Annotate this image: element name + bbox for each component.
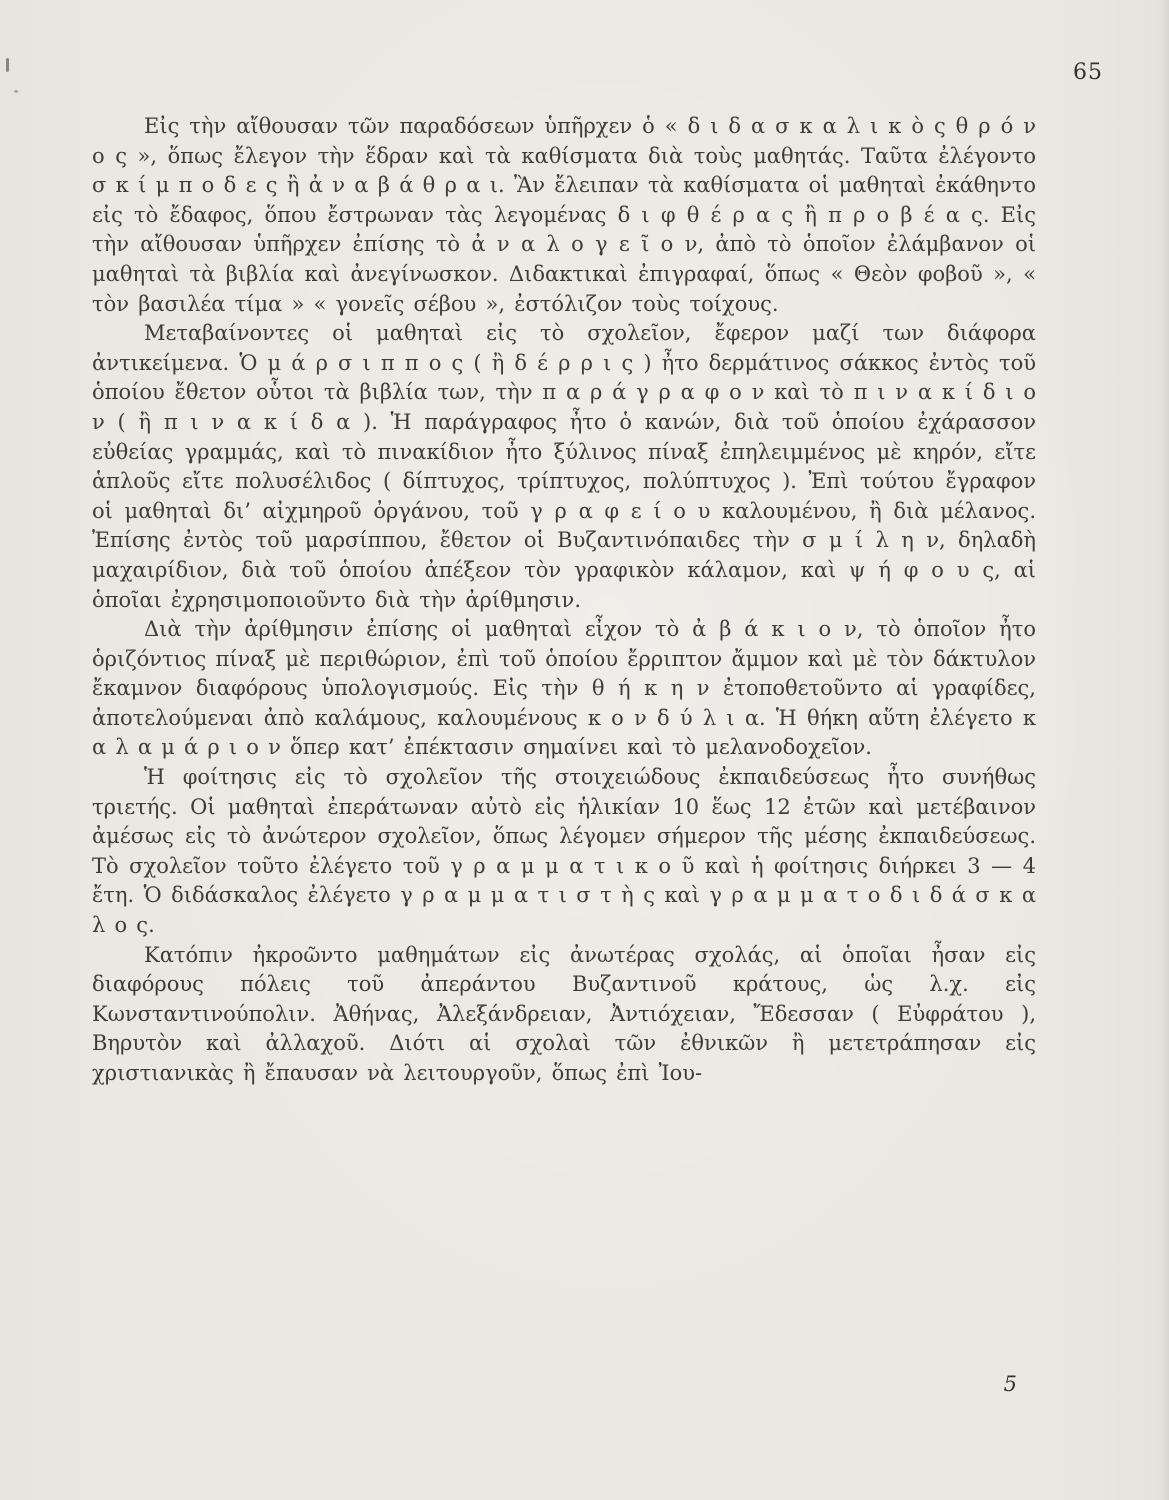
page-number-top: 65 <box>1073 60 1103 85</box>
paragraph: Μεταβαίνοντες οἱ μαθηταὶ εἰς τὸ σχολεῖον, ἔφερον μαζί των διάφορα ἀντικείμενα. Ὁ μ ά ρ σ ι π π ο ς ( ἢ δ έ ρ ρ ι ς ) ἦτο δερμάτινος σάκκος ἐντὸς τοῦ ὁποίου ἔθετον οὗτοι τὰ βιβλία των, τὴν π α ρ ά γ ρ α φ ο ν καὶ τὸ π ι ν α κ ί δ ι ο ν ( ἢ π ι ν α κ ί δ α ). Ἡ παράγραφος ἦτο ὁ κανών, διὰ τοῦ ὁποίου ἐχάρασσον εὐθείας γραμμάς, καὶ τὸ πινακίδιον ἦτο ξύλινος πίναξ ἐπηλειμμένος μὲ κηρόν, εἴτε ἁπλοῦς εἴτε πολυσέλιδος ( δίπτυχος, τρίπτυχος, πολύπτυχος ). Ἐπὶ τούτου ἔγραφον οἱ μαθηταὶ δι’ αἰχμηροῦ ὀργάνου, τοῦ γ ρ α φ ε ί ο υ καλουμένου, ἢ διὰ μέλανος. Ἐπίσης ἐντὸς τοῦ μαρσίππου, ἔθετον οἱ Βυζαντινόπαιδες τὴν σ μ ί λ η ν, δηλαδὴ μαχαιρίδιον, διὰ τοῦ ὁποίου ἀπέξεον τὸν γραφικὸν κάλαμον, καὶ ψ ή φ ο υ ς, αἱ ὁποῖαι ἐχρησιμοποιοῦντο διὰ τὴν ἀρίθμησιν. <box>92 321 1036 612</box>
scan-artifact <box>6 58 9 72</box>
paragraph: Διὰ τὴν ἀρίθμησιν ἐπίσης οἱ μαθηταὶ εἶχον τὸ ἀ β ά κ ι ο ν, τὸ ὁποῖον ἦτο ὁριζόντιος πίναξ μὲ περιθώριον, ἐπὶ τοῦ ὁποίου ἔρριπτον ἄμμον καὶ μὲ τὸν δάκτυλον ἔκαμνον διαφόρους ὑπολογισμούς. Εἰς τὴν θ ή κ η ν ἐτοποθετοῦντο αἱ γραφίδες, ἀποτελούμεναι ἀπὸ καλάμους, καλουμένους κ ο ν δ ύ λ ι α. Ἡ θήκη αὕτη ἐλέγετο κ α λ α μ ά ρ ι ο ν ὅπερ κατ’ ἐπέκτασιν σημαίνει καὶ τὸ μελανοδοχεῖον. <box>92 617 1036 760</box>
paragraph: Εἰς τὴν αἴθουσαν τῶν παραδόσεων ὑπῆρχεν ὁ « δ ι δ α σ κ α λ ι κ ὸ ς θ ρ ό ν ο ς », ὅπως ἔλεγον τὴν ἕδραν καὶ τὰ καθίσματα διὰ τοὺς μαθητάς. Ταῦτα ἐλέγοντο σ κ ί μ π ο δ ε ς ἢ ἀ ν α β ά θ ρ α ι. Ἂν ἔλειπαν τὰ καθίσματα οἱ μαθηταὶ ἐκάθηντο εἰς τὸ ἔδαφος, ὅπου ἔστρωναν τὰς λεγομένας δ ι φ θ έ ρ α ς ἢ π ρ ο β έ α ς. Εἰς τὴν αἴθουσαν ὑπῆρχεν ἐπίσης τὸ ἀ ν α λ ο γ ε ῖ ο ν, ἀπὸ τὸ ὁποῖον ἐλάμβανον οἱ μαθηταὶ τὰ βιβλία καὶ ἀνεγίνωσκον. Διδακτικαὶ ἐπιγραφαί, ὅπως « Θεὸν φοβοῦ », « τὸν βασιλέα τίμα » « γονεῖς σέβου », ἐστόλιζον τοὺς τοίχους. <box>92 114 1036 316</box>
scan-edge-shadow <box>1159 0 1169 1500</box>
paragraph: Ἡ φοίτησις εἰς τὸ σχολεῖον τῆς στοιχειώδους ἐκπαιδεύσεως ἦτο συνήθως τριετής. Οἱ μαθηταὶ ἐπεράτωναν αὐτὸ εἰς ἡλικίαν 10 ἕως 12 ἐτῶν καὶ μετέβαινον ἀμέσως εἰς τὸ ἀνώτερον σχολεῖον, ὅπως λέγομεν σήμερον τῆς μέσης ἐκπαιδεύσεως. Τὸ σχολεῖον τοῦτο ἐλέγετο τοῦ γ ρ α μ μ α τ ι κ ο ῦ καὶ ἡ φοίτησις διήρκει 3 — 4 ἔτη. Ὁ διδάσκαλος ἐλέγετο γ ρ α μ μ α τ ι σ τ ὴ ς καὶ γ ρ α μ μ α τ ο δ ι δ ά σ κ α λ ο ς. <box>92 765 1036 938</box>
scan-artifact <box>14 90 18 93</box>
page-number-bottom: 5 <box>1003 1372 1017 1396</box>
text-block <box>92 112 1036 1089</box>
paragraph: Κατόπιν ἠκροῶντο μαθημάτων εἰς ἀνωτέρας σχολάς, αἱ ὁποῖαι ἦσαν εἰς διαφόρους πόλεις τοῦ ἀπεράντου Βυζαντινοῦ κράτους, ὡς λ.χ. εἰς Κωνσταντινούπολιν. Ἀθήνας, Ἀλεξάνδρειαν, Ἀντιόχειαν, Ἔδεσσαν ( Εὐφράτου ), Βηρυτὸν καὶ ἀλλαχοῦ. Διότι αἱ σχολαὶ τῶν ἐθνικῶν ἢ μετετράπησαν εἰς χριστιανικὰς ἢ ἔπαυσαν νὰ λειτουργοῦν, ὅπως ἐπὶ Ἰου- <box>92 942 1036 1085</box>
